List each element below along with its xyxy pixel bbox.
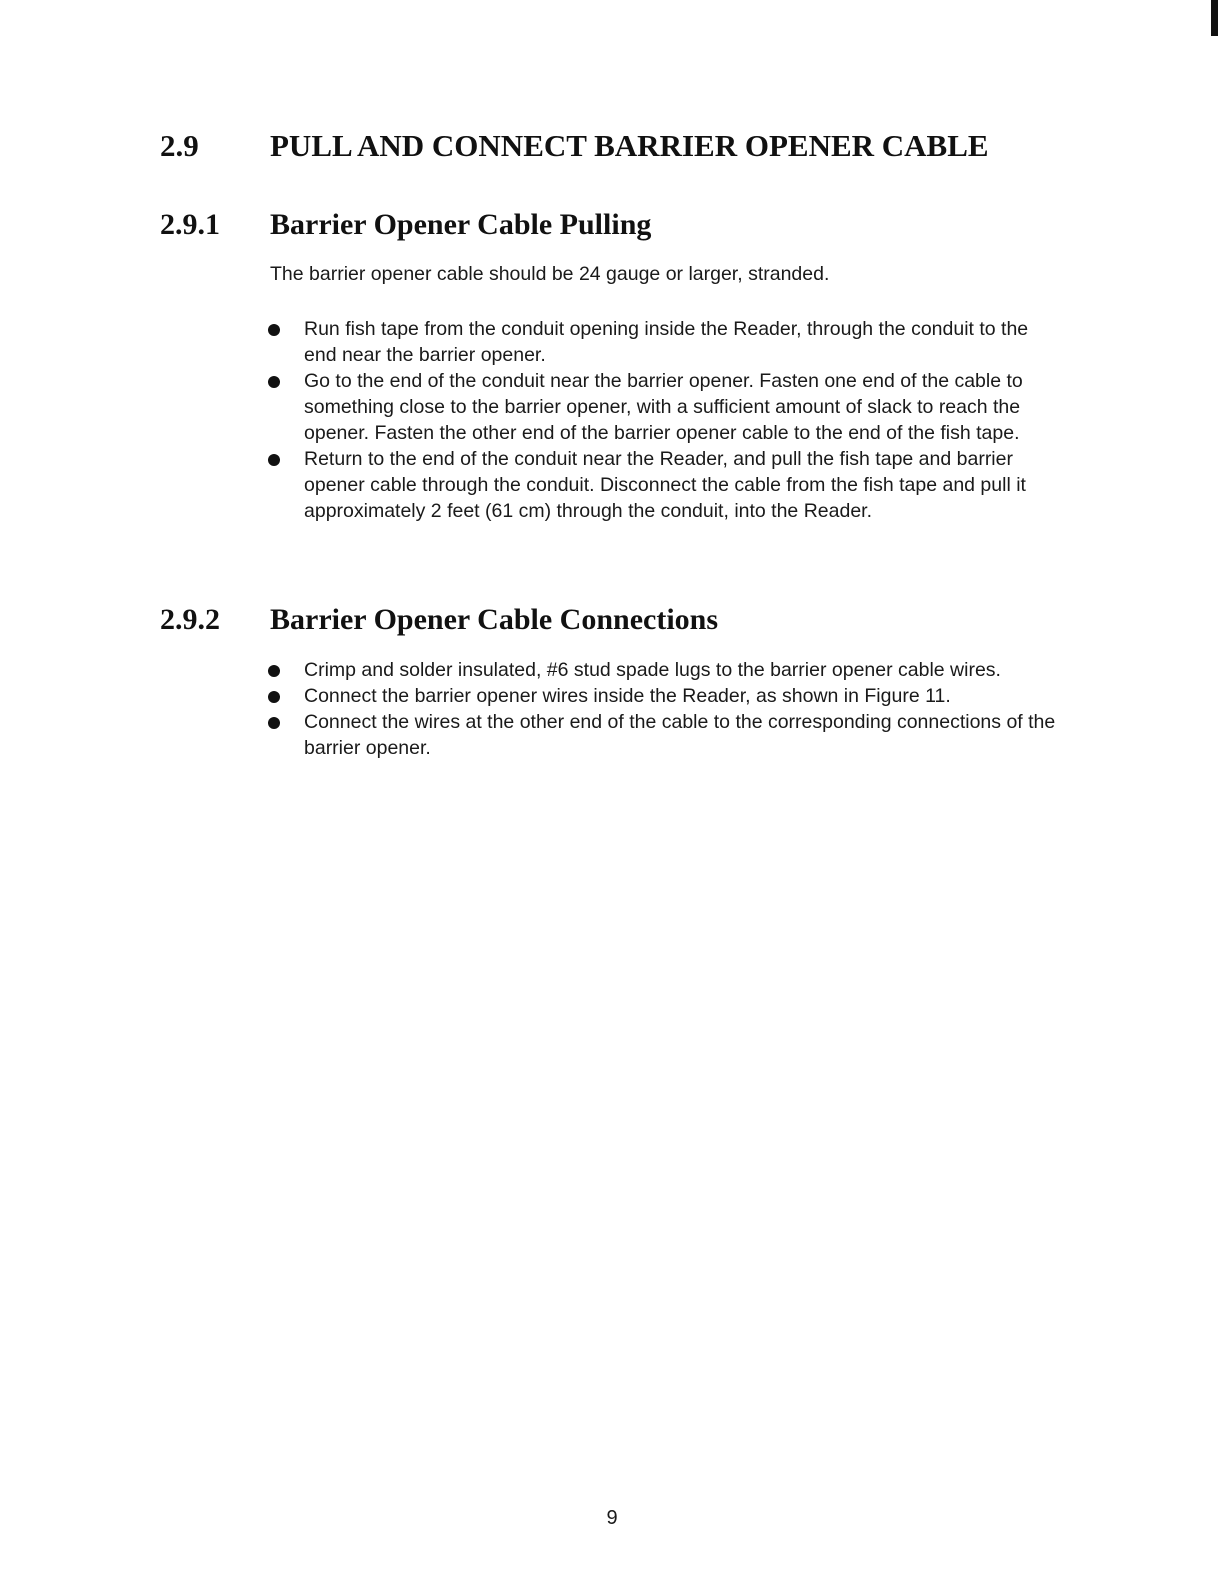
list-item-text: Connect the barrier opener wires inside the Reader, as shown in Figure 11.: [304, 685, 951, 707]
bullet-icon: [268, 691, 280, 703]
cable-spec-paragraph: The barrier opener cable should be 24 gauge or larger, stranded.: [270, 263, 830, 285]
list-item: [266, 683, 1056, 709]
list-item-text: Return to the end of the conduit near the Reader, and pull the fish tape and barrier opener cable through the conduit. Disconnect the cable from the fish tape and pull it approximately 2 feet (61 cm) through the conduit, into the Reader.: [304, 448, 1026, 522]
list-item-text: Run fish tape from the conduit opening inside the Reader, through the conduit to the end near the barrier opener.: [304, 318, 1029, 366]
subsection-title: Barrier Opener Cable Pulling: [270, 208, 652, 241]
section-title: PULL AND CONNECT BARRIER OPENER CABLE: [270, 128, 989, 163]
list-item-text: Connect the wires at the other end of the cable to the corresponding connections of the barrier opener.: [304, 711, 1056, 759]
subsection-number: 2.9.2: [160, 603, 220, 636]
bullet-icon: [268, 324, 280, 336]
bullet-icon: [268, 717, 280, 729]
section-number: 2.9: [160, 128, 199, 163]
page-number: 9: [606, 1507, 618, 1529]
list-item-text: Crimp and solder insulated, #6 stud spade lugs to the barrier opener cable wires.: [304, 659, 1001, 681]
bullet-icon: [268, 376, 280, 388]
bullet-icon: [268, 665, 280, 677]
subsection-number: 2.9.1: [160, 208, 220, 241]
bullet-icon: [268, 454, 280, 466]
cable-pulling-steps: [266, 316, 1056, 524]
cable-connection-steps: [266, 657, 1056, 761]
list-item: [266, 709, 1056, 761]
list-item: [266, 446, 1056, 524]
subsection-title: Barrier Opener Cable Connections: [270, 603, 719, 636]
list-item: [266, 316, 1056, 368]
list-item-text: Go to the end of the conduit near the barrier opener. Fasten one end of the cable to something close to the barrier opener, with a sufficient amount of slack to reach the opener. Fasten the other end of the barrier opener cable to the end of the fish tape.: [304, 370, 1023, 444]
list-item: [266, 657, 1056, 683]
page-edge-mark: [1211, 0, 1218, 36]
list-item: [266, 368, 1056, 446]
